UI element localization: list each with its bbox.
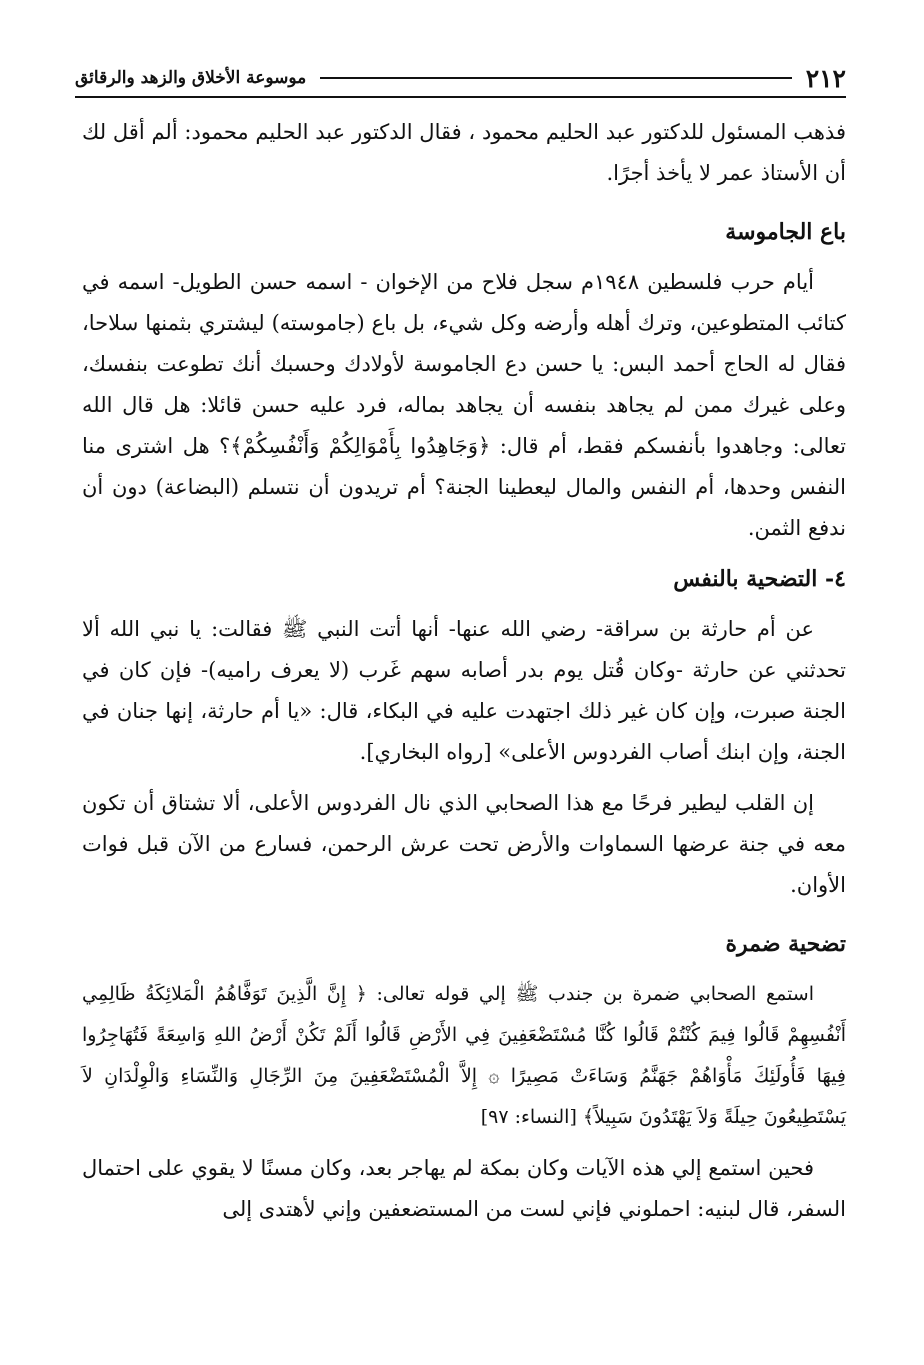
paragraph-6: فحين استمع إلي هذه الآيات وكان بمكة لم يهاجر بعد، وكان مسنًا لا يقوي على احتمال السفر، قال لبنيه: احملوني فإني لست من المستضعفين وإني لأهتدى إلى <box>82 1156 846 1221</box>
page-content <box>82 112 846 1230</box>
paragraph-1: فذهب المسئول للدكتور عبد الحليم محمود ، فقال الدكتور عبد الحليم محمود: ألم أقل لك أن الأستاذ عمر لا يأخذ أجرًا. <box>82 120 846 185</box>
heading-self-sacrifice: ٤- التضحية بالنفس <box>673 566 846 592</box>
book-title: موسوعة الأخلاق والزهد والرقائق <box>75 68 307 88</box>
header-rule <box>320 77 791 79</box>
page-number: ٢١٢ <box>805 63 846 93</box>
paragraph-4: إن القلب ليطير فرحًا مع هذا الصحابي الذي نال الفردوس الأعلى، ألا تشتاق أن تكون معه في جنة عرضها السماوات والأرض تحت عرش الرحمن، فسارع من الآن قبل فوات الأوان. <box>82 791 846 897</box>
running-header <box>75 58 846 98</box>
header-underline <box>75 96 846 98</box>
heading-damra-sacrifice: تضحية ضمرة <box>725 931 846 957</box>
paragraph-2: أيام حرب فلسطين ١٩٤٨م سجل فلاح من الإخوان - اسمه حسن الطويل- اسمه في كتائب المتطوعين، وترك أهله وأرضه وكل شيء، بل باع (جاموسته) ليشتري بثمنها سلاحا، فقال له الحاج أحمد البس: يا حسن دع الجاموسة لأولادك وحسبك أنك تطوعت بنفسك، وعلى غيرك ممن لم يجاهد بنفسه أن يجاهد بماله، فرد عليه حسن قائلا: هل قال الله تعالى: وجاهدوا بأنفسكم فقط، أم قال: ﴿وَجَاهِدُوا بِأَمْوَالِكُمْ وَأَنْفُسِكُمْ﴾؟ هل اشترى منا النفس وحدها، أم النفس والمال ليعطينا الجنة؟ أم تريدون أن نتسلم (البضاعة) دون أن ندفع الثمن. <box>82 270 846 540</box>
paragraph-3: عن أم حارثة بن سراقة- رضي الله عنها- أنها أتت النبي ﷺ فقالت: يا نبي الله ألا تحدثني عن حارثة -وكان قُتل يوم بدر أصابه سهم غَرب (لا يعرف راميه)- فإن كان في الجنة صبرت، وإن كان غير ذلك اجتهدت عليه في البكاء، قال: «يا أم حارثة، إنها جنان في الجنة، وإن ابنك أصاب الفردوس الأعلى» [رواه البخاري]. <box>82 617 846 764</box>
paragraph-5: استمع الصحابي ضمرة بن جندب ﷺ إلي قوله تعالى: ﴿ إِنَّ الَّذِينَ تَوَفَّاهُمُ الْمَلائِكَةُ ظَالِمِي أَنْفُسِهِمْ قَالُوا فِيمَ كُنْتُمْ قَالُوا كُنَّا مُسْتَضْعَفِينَ فِي الأَرْضِ قَالُوا أَلَمْ تَكُنْ أَرْضُ اللهِ وَاسِعَةً فَتُهَاجِرُوا فِيهَا فَأُولَئِكَ مَأْوَاهُمْ جَهَنَّمُ وَسَاءَتْ مَصِيرًا ۞ إِلاَّ الْمُسْتَضْعَفِينَ مِنَ الرِّجَالِ وَالنِّسَاءِ وَالْوِلْدَانِ لاَ يَسْتَطِيعُونَ حِيلَةً وَلاَ يَهْتَدُونَ سَبِيلاً﴾ [النساء: ٩٧] <box>82 983 846 1128</box>
heading-sold-buffalo: باع الجاموسة <box>725 219 846 245</box>
